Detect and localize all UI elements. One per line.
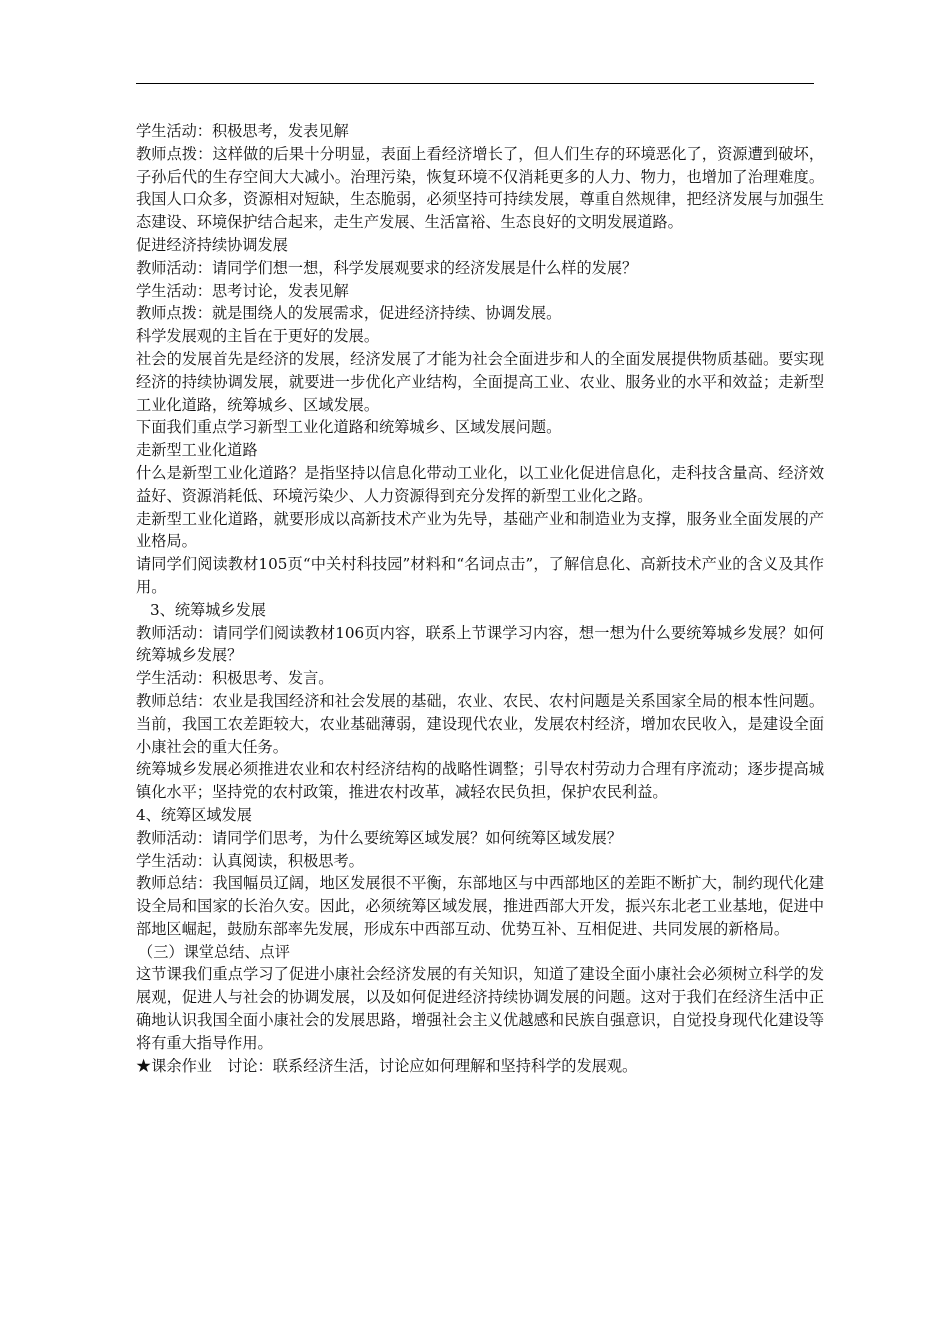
paragraph: 教师点拨：就是围绕人的发展需求，促进经济持续、协调发展。 — [136, 304, 562, 323]
paragraph: 教师总结：我国幅员辽阔，地区发展很不平衡，东部地区与中西部地区的差距不断扩大，制约现代化建设全局和国家的长治久安。因此，必须统筹区域发展，推进西部大开发，振兴东北老工业基地，促进中部地区崛起，鼓励东部率先发展，形成东中西部互动、优势互补、互相促进、共同发展的新格局。 — [136, 874, 824, 938]
paragraph: 学生活动：积极思考、发言。 — [136, 669, 334, 688]
section-heading: 促进经济持续协调发展 — [136, 235, 288, 254]
paragraph: 教师活动：请同学们思考，为什么要统筹区域发展？如何统筹区域发展？ — [136, 828, 622, 847]
paragraph: 教师总结：农业是我国经济和社会发展的基础，农业、农民、农村问题是关系国家全局的根本性问题。当前，我国工农差距较大，农业基础薄弱，建设现代农业，发展农村经济，增加农民收入，是建设全面小康社会的重大任务。 — [136, 691, 824, 756]
paragraph: 教师活动：请同学们阅读教材106页内容，联系上节课学习内容，想一想为什么要统筹城乡发展？如何统筹城乡发展？ — [136, 623, 824, 665]
paragraph: 学生活动：认真阅读，积极思考。 — [136, 851, 364, 870]
homework-line: ★课余作业 讨论：联系经济生活，讨论应如何理解和坚持科学的发展观。 — [136, 1056, 638, 1075]
section-heading: 走新型工业化道路 — [136, 441, 258, 460]
document-body — [136, 120, 824, 1077]
paragraph: 走新型工业化道路，就要形成以高新技术产业为先导，基础产业和制造业为支撑，服务业全面发展的产业格局。 — [136, 509, 824, 551]
paragraph: 学生活动：积极思考，发表见解 — [136, 122, 349, 140]
paragraph: 社会的发展首先是经济的发展，经济发展了才能为社会全面进步和人的全面发展提供物质基础。要实现经济的持续协调发展，就要进一步优化产业结构，全面提高工业、农业、服务业的水平和效益；走新型工业化道路，统筹城乡、区域发展。 — [136, 349, 824, 414]
paragraph: 下面我们重点学习新型工业化道路和统筹城乡、区域发展问题。 — [136, 418, 562, 437]
paragraph: 教师活动：请同学们想一想，科学发展观要求的经济发展是什么样的发展？ — [136, 258, 638, 277]
paragraph: 学生活动：思考讨论，发表见解 — [136, 281, 349, 300]
section-heading: 3、统筹城乡发展 — [150, 600, 266, 619]
section-heading: （三）课堂总结、点评 — [138, 942, 290, 961]
paragraph: 统筹城乡发展必须推进农业和农村经济结构的战略性调整；引导农村劳动力合理有序流动；逐步提高城镇化水平；坚持党的农村政策，推进农村改革，减轻农民负担，保护农民利益。 — [136, 760, 824, 802]
paragraph: 什么是新型工业化道路？是指坚持以信息化带动工业化，以工业化促进信息化，走科技含量高、经济效益好、资源消耗低、环境污染少、人力资源得到充分发挥的新型工业化之路。 — [136, 463, 824, 505]
paragraph: 科学发展观的主旨在于更好的发展。 — [136, 327, 379, 346]
section-heading: 4、统筹区域发展 — [136, 805, 252, 824]
header-rule — [136, 83, 814, 84]
paragraph: 教师点拨：这样做的后果十分明显，表面上看经济增长了，但人们生存的环境恶化了，资源遭到破坏，子孙后代的生存空间大大减小。治理污染，恢复环境不仅消耗更多的人力、物力，也增加了治理难度。我国人口众多，资源相对短缺，生态脆弱，必须坚持可持续发展，尊重自然规律，把经济发展与加强生态建设、环境保护结合起来，走生产发展、生活富裕、生态良好的文明发展道路。 — [136, 144, 824, 232]
paragraph: 这节课我们重点学习了促进小康社会经济发展的有关知识，知道了建设全面小康社会必须树立科学的发展观，促进人与社会的协调发展，以及如何促进经济持续协调发展的问题。这对于我们在经济生活中正确地认识我国全面小康社会的发展思路，增强社会主义优越感和民族自强意识，自觉投身现代化建设等将有重大指导作用。 — [136, 965, 824, 1052]
paragraph: 请同学们阅读教材105页“中关村科技园”材料和“名词点击”，了解信息化、高新技术产业的含义及其作用。 — [136, 555, 824, 596]
